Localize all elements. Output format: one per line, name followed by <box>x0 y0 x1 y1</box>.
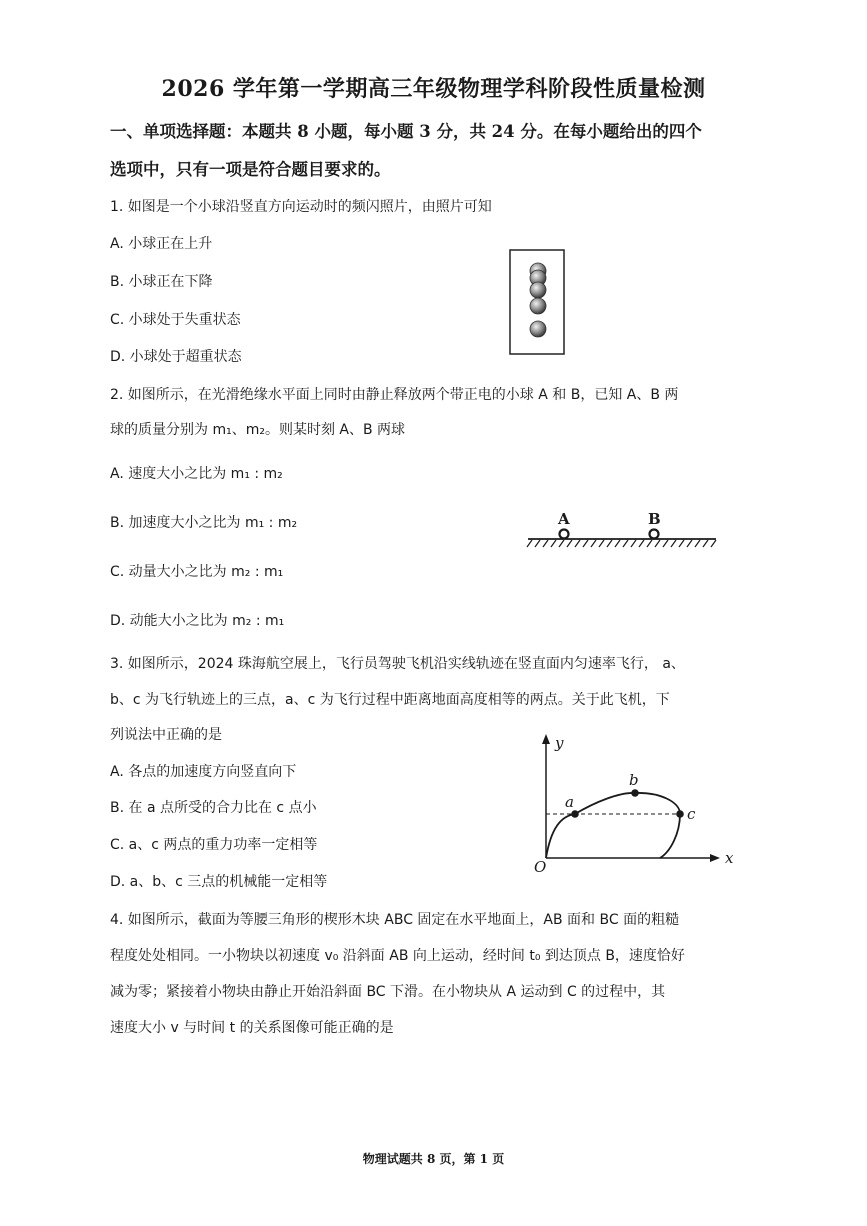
page-title: 2026 学年第一学期高三年级物理学科阶段性质量检测 <box>161 76 706 102</box>
q3-option-d: D. a、b、c 三点的机械能一定相等 <box>110 874 328 890</box>
point-a-marker <box>571 810 579 818</box>
q3-option-a: A. 各点的加速度方向竖直向下 <box>110 764 297 780</box>
ball-a <box>560 530 569 539</box>
page-footer: 物理试题共 8 页，第 1 页 <box>362 1152 505 1166</box>
ball-image <box>530 282 546 298</box>
q2-option-d: D. 动能大小之比为 m₂ : m₁ <box>110 613 285 629</box>
q1-option-d: D. 小球处于超重状态 <box>110 349 242 365</box>
q3-stem-line-1: 3. 如图所示，2024 珠海航空展上，飞行员驾驶飞机沿实线轨迹在竖直面内匀速率飞行， a、 <box>110 656 685 672</box>
point-a-label: a <box>565 793 574 811</box>
x-axis-arrow <box>710 854 720 862</box>
label-b: B <box>648 510 661 528</box>
x-axis-label: x <box>725 849 734 867</box>
ball-image <box>530 321 546 337</box>
label-a: A <box>558 510 570 528</box>
q1-option-a: A. 小球正在上升 <box>110 236 213 252</box>
ball-image <box>530 298 546 314</box>
ball-b <box>650 530 659 539</box>
q1-option-b: B. 小球正在下降 <box>110 274 213 290</box>
origin-label: O <box>534 858 547 876</box>
q1-stem: 1. 如图是一个小球沿竖直方向运动时的频闪照片，由照片可知 <box>110 199 492 215</box>
q3-stem-line-2: b、c 为飞行轨迹上的三点，a、c 为飞行过程中距离地面高度相等的两点。关于此飞机，下 <box>110 692 670 708</box>
q2-option-a: A. 速度大小之比为 m₁ : m₂ <box>110 466 283 482</box>
ground-hatching <box>527 540 716 547</box>
point-b-marker <box>631 789 639 797</box>
q3-option-b: B. 在 a 点所受的合力比在 c 点小 <box>110 800 317 816</box>
q3-option-c: C. a、c 两点的重力功率一定相等 <box>110 837 318 853</box>
section-heading-line-1: 一、单项选择题：本题共 8 小题，每小题 3 分，共 24 分。在每小题给出的四个 <box>110 122 702 141</box>
q2-stem-line-2: 球的质量分别为 m₁、m₂。则某时刻 A、B 两球 <box>110 422 406 438</box>
y-axis-arrow <box>542 734 550 744</box>
point-b-label: b <box>629 771 639 789</box>
flight-trajectory-figure <box>525 730 745 876</box>
q3-stem-line-3: 列说法中正确的是 <box>110 727 222 743</box>
section-heading-line-2: 选项中，只有一项是符合题目要求的。 <box>110 160 391 179</box>
q4-stem-line-3: 减为零；紧接着小物块由静止开始沿斜面 BC 下滑。在小物块从 A 运动到 C 的过程中，其 <box>110 984 666 1000</box>
strobe-photo-figure <box>509 249 565 355</box>
two-balls-figure <box>524 507 720 555</box>
q2-option-b: B. 加速度大小之比为 m₁ : m₂ <box>110 515 298 531</box>
q4-stem-line-4: 速度大小 v 与时间 t 的关系图像可能正确的是 <box>110 1020 394 1036</box>
q2-stem-line-1: 2. 如图所示，在光滑绝缘水平面上同时由静止释放两个带正电的小球 A 和 B，已知 A、B 两 <box>110 387 679 403</box>
q4-stem-line-1: 4. 如图所示，截面为等腰三角形的楔形木块 ABC 固定在水平地面上，AB 面和 BC 面的粗糙 <box>110 912 680 928</box>
q2-option-c: C. 动量大小之比为 m₂ : m₁ <box>110 564 284 580</box>
point-c-label: c <box>687 805 696 823</box>
q1-option-c: C. 小球处于失重状态 <box>110 312 241 328</box>
point-c-marker <box>676 810 684 818</box>
y-axis-label: y <box>555 734 564 752</box>
q4-stem-line-2: 程度处处相同。一小物块以初速度 v₀ 沿斜面 AB 向上运动，经时间 t₀ 到达顶点 B，速度恰好 <box>110 948 685 964</box>
